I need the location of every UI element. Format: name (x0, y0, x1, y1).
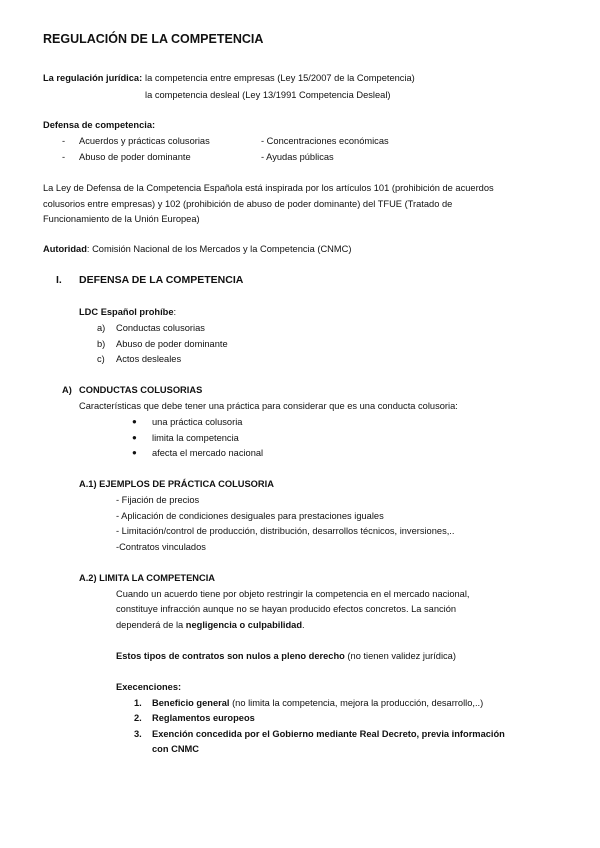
a2-emphasis: negligencia o culpabilidad (185, 620, 303, 630)
a2-paragraph-line (116, 619, 305, 631)
ldc-label: LDC Español prohíbe (79, 307, 174, 317)
subsection-marker: A) (62, 385, 72, 395)
list-item: Abuso de poder dominante (116, 339, 228, 349)
ley-paragraph-line: Funcionamiento de la Unión Europea) (43, 214, 200, 224)
bullet-item: afecta el mercado nacional (152, 448, 264, 458)
section-heading: DEFENSA DE LA COMPETENCIA (79, 274, 244, 286)
a2-text: . (302, 620, 305, 630)
autoridad-text: : Comisión Nacional de los Mercados y la Competencia (CNMC) (86, 244, 352, 254)
ley-paragraph-line: colusorios entre empresas) y 102 (prohibición de abuso de poder dominante) del TFUE (Tratado de (43, 199, 453, 209)
bullet-icon: ● (132, 417, 137, 426)
exencion-item (152, 712, 255, 724)
exenciones-label: Execenciones: (116, 682, 182, 692)
exencion-number: 3. (134, 729, 142, 739)
a2-heading: A.2) LIMITA LA COMPETENCIA (79, 573, 216, 583)
exencion-detail: (no limita la competencia, mejora la producción, desarrollo,..) (229, 698, 484, 708)
defensa-item: - Concentraciones económicas (261, 136, 389, 146)
exencion-title: Beneficio general (152, 698, 230, 708)
bullet-icon: ● (132, 433, 137, 442)
a1-item: - Aplicación de condiciones desiguales para prestaciones iguales (116, 511, 384, 521)
a1-heading: A.1) EJEMPLOS DE PRÁCTICA COLUSORIA (79, 479, 274, 489)
regulacion-line-2: la competencia desleal (Ley 13/1991 Competencia Desleal) (145, 90, 391, 100)
exencion-item (152, 728, 505, 740)
bullet-item: una práctica colusoria (152, 417, 243, 427)
exencion-number: 2. (134, 713, 142, 723)
defensa-label: Defensa de competencia: (43, 120, 156, 130)
ldc-colon: : (173, 307, 177, 317)
regulacion-line-1: la competencia entre empresas (Ley 15/2007 de la Competencia) (145, 73, 415, 83)
a2-paragraph-line: Cuando un acuerdo tiene por objeto restringir la competencia en el mercado nacional, (116, 589, 470, 599)
bullet-icon: ● (132, 448, 137, 457)
defensa-dash: - (62, 136, 66, 146)
a1-item: - Limitación/control de producción, distribución, desarrollos técnicos, inversiones,.. (116, 526, 455, 536)
defensa-item: Acuerdos y prácticas colusorias (79, 136, 210, 146)
a1-item: - Fijación de precios (116, 495, 200, 505)
list-marker: b) (97, 339, 106, 349)
ley-paragraph-line: La Ley de Defensa de la Competencia Española está inspirada por los artículos 101 (prohibición de acuerdos (43, 183, 494, 193)
section-numeral: I. (56, 274, 62, 286)
exencion-continuation: con CNMC (152, 744, 199, 754)
list-marker: a) (97, 323, 106, 333)
exencion-title: Exención concedida por el Gobierno mediante Real Decreto, previa información (152, 729, 505, 739)
defensa-item: Abuso de poder dominante (79, 152, 191, 162)
autoridad-line (43, 243, 351, 255)
defensa-item: - Ayudas públicas (261, 152, 334, 162)
a2-text: dependerá de la (116, 620, 186, 630)
nulos-text: (no tienen validez jurídica) (344, 651, 456, 661)
list-item: Conductas colusorias (116, 323, 205, 333)
exencion-item (152, 697, 483, 709)
ldc-line (79, 306, 176, 318)
exencion-number: 1. (134, 698, 142, 708)
bullet-item: limita la competencia (152, 433, 239, 443)
a1-item: -Contratos vinculados (116, 542, 206, 552)
defensa-dash: - (62, 152, 66, 162)
regulacion-label: La regulación jurídica: (43, 73, 143, 83)
nulos-emphasis: Estos tipos de contratos son nulos a pleno derecho (116, 651, 345, 661)
document-title: REGULACIÓN DE LA COMPETENCIA (43, 32, 264, 46)
a2-paragraph-line: constituye infracción aunque no se hayan producido efectos concretos. La sanción (116, 604, 457, 614)
list-marker: c) (97, 354, 105, 364)
nulos-line (116, 650, 456, 662)
autoridad-label: Autoridad (43, 244, 87, 254)
subsection-intro: Características que debe tener una práctica para considerar que es una conducta colusoria: (79, 401, 458, 411)
subsection-heading: CONDUCTAS COLUSORIAS (79, 385, 203, 395)
list-item: Actos desleales (116, 354, 182, 364)
exencion-title: Reglamentos europeos (152, 713, 255, 723)
